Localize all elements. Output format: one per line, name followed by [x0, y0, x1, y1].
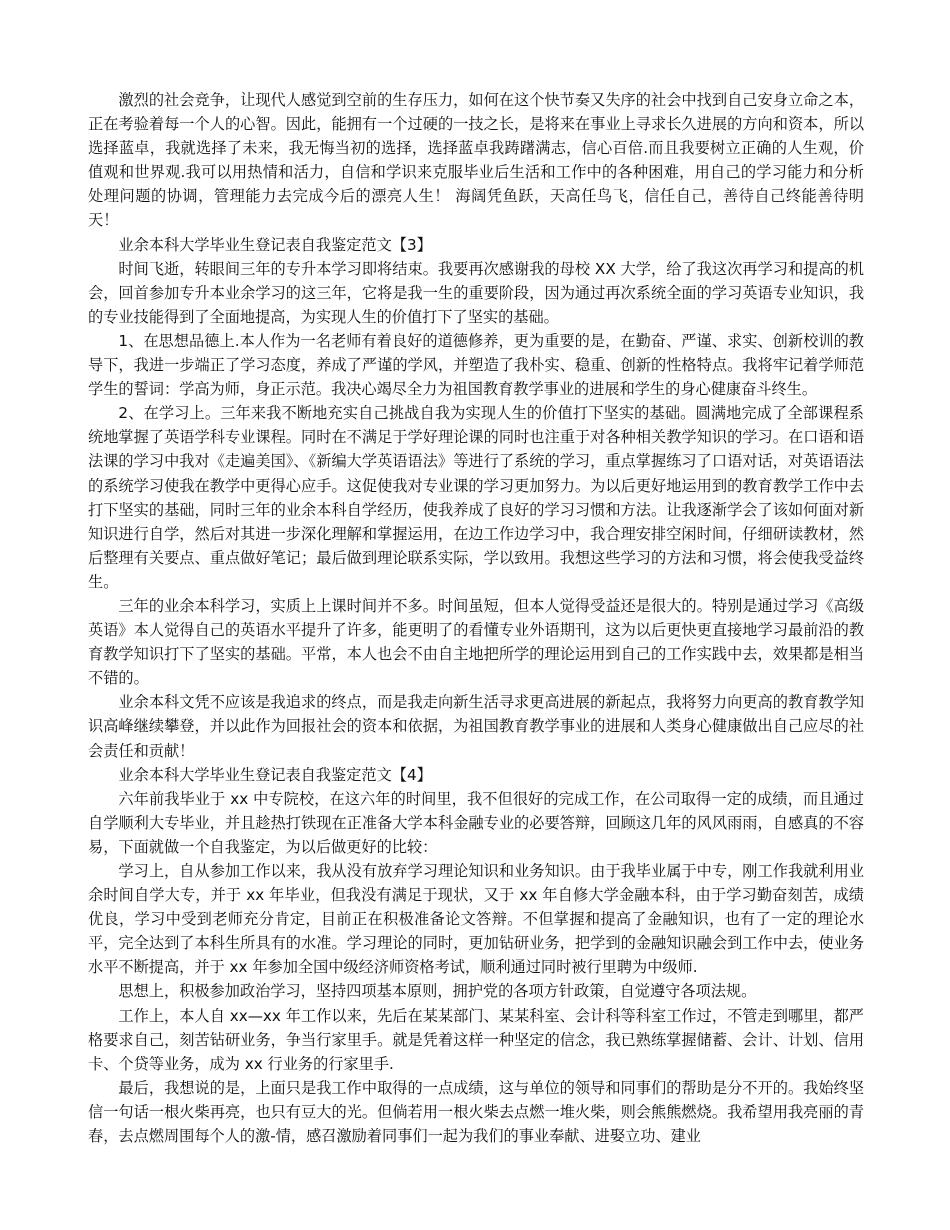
paragraph: 思想上，积极参加政治学习，坚持四项基本原则，拥护党的各项方针政策，自觉遵守各项法规。 — [118, 982, 757, 1001]
paragraph: 六年前我毕业于 xx 中专院校，在这六年的时间里，我不但很好的完成工作，在公司取得一定的成绩，而且通过自学顺利大专毕业，并且趁热打铁现在正准备大学本科金融专业的必要答辩，回顾这几年的风风雨雨，自感真的不容易，下面就做一个自我鉴定，为以后做更好的比较： — [88, 789, 864, 856]
section-heading: 业余本科大学毕业生登记表自我鉴定范文【4】 — [118, 765, 432, 784]
paragraph: 时间飞逝，转眼间三年的专升本学习即将结束。我要再次感谢我的母校 XX 大学，给了我这次再学习和提高的机会，回首参加专升本业余学习的这三年，它将是我一生的重要阶段，因为通过再次系统全面的学习英语专业知识，我的专业技能得到了全面地提高，为实现人生的价值打下了坚实的基础。 — [88, 259, 864, 326]
paragraph: 激烈的社会竞争，让现代人感觉到空前的生存压力，如何在这个快节奏又失序的社会中找到自己安身立命之本，正在考验着每一个人的心智。因此，能拥有一个过硬的一技之长，是将来在事业上寻求长久进展的方向和资本，所以选择蓝卓，我就选择了未来，我无悔当初的选择，选择蓝卓我踌躇满志，信心百倍.而且我要树立正确的人生观，价值观和世界观.我可以用热情和活力，自信和学识来克服毕业后生活和工作中的各种困难，用自己的学习能力和分析处理问题的协调，管理能力去完成今后的漂亮人生！ 海阔凭鱼跃，天高任鸟飞，信任自己，善待自己终能善待明天！ — [88, 91, 864, 230]
paragraph: 学习上，自从参加工作以来，我从没有放弃学习理论知识和业务知识。由于我毕业属于中专，刚工作我就利用业余时间自学大专，并于 xx 年毕业，但我没有满足于现状，又于 xx 年自修大学金融本科，由于学习勤奋刻苦，成绩优良，学习中受到老师充分肯定，目前正在积极准备论文答辩。不但掌握和提高了金融知识，也有了一定的理论水平，完全达到了本科生所具有的水准。学习理论的同时，更加钻研业务，把学到的金融知识融会到工作中去，使业务水平不断提高，并于 xx 年参加全国中级经济师资格考试，顺利通过同时被行里聘为中级师. — [88, 862, 864, 977]
section-heading: 业余本科大学毕业生登记表自我鉴定范文【3】 — [118, 235, 432, 254]
paragraph: 业余本科文凭不应该是我追求的终点，而是我走向新生活寻求更高进展的新起点，我将努力向更高的教育教学知识高峰继续攀登，并以此作为回报社会的资本和依据，为祖国教育教学事业的进展和人类身心健康做出自己应尽的社会责任和贡献！ — [88, 693, 864, 760]
paragraph: 1、在思想品德上.本人作为一名老师有着良好的道德修养，更为重要的是，在勤奋、严谨、求实、创新校训的教导下，我进一步端正了学习态度，养成了严谨的学风，并塑造了我朴实、稳重、创新的性格特点。我将牢记着学师范学生的誓词：学高为师，身正示范。我决心竭尽全力为祖国教育教学事业的进展和学生的身心健康奋斗终生。 — [88, 331, 864, 399]
paragraph: 最后，我想说的是，上面只是我工作中取得的一点成绩，这与单位的领导和同事们的帮助是分不开的。我始终坚信一句话一根火柴再亮，也只有豆大的光。但倘若用一根火柴去点燃一堆火柴，则会熊熊燃烧。我希望用我亮丽的青春，去点燃周围每个人的激-情，感召激励着同事们一起为我们的事业奉献、进娶立功、建业 — [88, 1078, 864, 1146]
paragraph: 工作上，本人自 xx—xx 年工作以来，先后在某某部门、某某科室、会计科等科室工作过，不管走到哪里，都严格要求自己，刻苦钻研业务，争当行家里手。就是凭着这样一种坚定的信念，我已熟练掌握储蓄、会计、计划、信用卡、个贷等业务，成为 xx 行业务的行家里手. — [88, 1006, 864, 1073]
paragraph: 2、在学习上。三年来我不断地充实自己挑战自我为实现人生的价值打下坚实的基础。圆满地完成了全部课程系统地掌握了英语学科专业课程。同时在不满足于学好理论课的同时也注重于对各种相关教学知识的学习。在口语和语法课的学习中我对《走遍美国》、《新编大学英语语法》等进行了系统的学习，重点掌握练习了口语对话，对英语语法的系统学习使我在教学中更得心应手。这促使我对专业课的学习更加努力。为以后更好地运用到的教育教学工作中去打下坚实的基础，同时三年的业余本科自学经历，使我养成了良好的学习习惯和方法。让我逐渐学会了该如何面对新知识进行自学，然后对其进一步深化理解和掌握运用，在边工作边学习中，我合理安排空闲时间，仔细研读教材，然后整理有关要点、重点做好笔记；最后做到理论联系实际，学以致用。我想这些学习的方法和习惯，将会使我受益终生。 — [88, 404, 864, 591]
paragraph: 三年的业余本科学习，实质上上课时间并不多。时间虽短，但本人觉得受益还是很大的。特别是通过学习《高级英语》本人觉得自己的英语水平提升了许多，能更明了的看懂专业外语期刊，这为以后更快更直接地学习最前沿的教育教学知识打下了坚实的基础。平常，本人也会不由自主地把所学的理论运用到自己的工作实践中去，效果都是相当不错的。 — [88, 596, 864, 688]
